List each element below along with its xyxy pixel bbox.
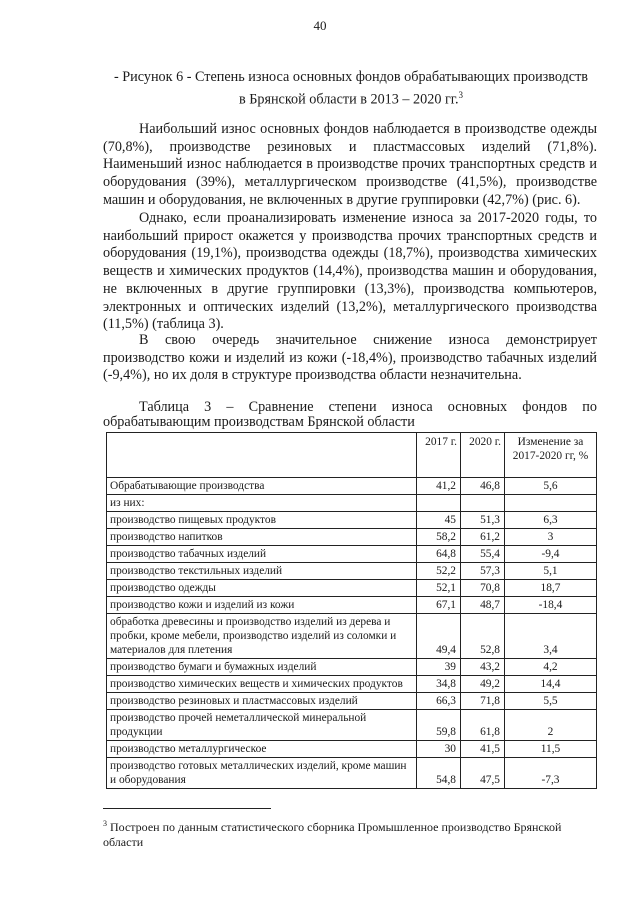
row-name-cell: производство прочей неметаллической минеральной продукции bbox=[107, 710, 417, 741]
row-2020-cell: 55,4 bbox=[461, 546, 505, 563]
row-change-cell: 4,2 bbox=[505, 659, 597, 676]
row-name-cell: производство металлургическое bbox=[107, 741, 417, 758]
header-cell-2017: 2017 г. bbox=[417, 433, 461, 478]
footnote-divider bbox=[103, 808, 271, 809]
table-row bbox=[107, 741, 597, 758]
row-2017-cell: 64,8 bbox=[417, 546, 461, 563]
row-2017-cell: 67,1 bbox=[417, 597, 461, 614]
table-row bbox=[107, 710, 597, 741]
footnote-text: Построен по данным статистического сборника Промышленное производство Брянской области bbox=[103, 820, 562, 849]
row-change-cell: 2 bbox=[505, 710, 597, 741]
footnote-marker: 3 bbox=[103, 819, 107, 828]
row-change-cell: -18,4 bbox=[505, 597, 597, 614]
table-row bbox=[107, 659, 597, 676]
row-change-cell: 14,4 bbox=[505, 676, 597, 693]
table-row bbox=[107, 563, 597, 580]
row-2020-cell: 49,2 bbox=[461, 676, 505, 693]
figure-footnote-ref: 3 bbox=[458, 90, 464, 100]
header-cell-2020: 2020 г. bbox=[461, 433, 505, 478]
row-2020-cell: 48,7 bbox=[461, 597, 505, 614]
header-cell-name bbox=[107, 433, 417, 478]
table-row bbox=[107, 546, 597, 563]
row-change-cell: 5,1 bbox=[505, 563, 597, 580]
figure-caption-line2-wrap bbox=[96, 86, 606, 109]
row-2017-cell: 39 bbox=[417, 659, 461, 676]
row-name-cell: производство химических веществ и химических продуктов bbox=[107, 676, 417, 693]
row-name-cell: производство бумаги и бумажных изделий bbox=[107, 659, 417, 676]
row-name-cell: производство пищевых продуктов bbox=[107, 512, 417, 529]
row-change-cell: 5,6 bbox=[505, 478, 597, 495]
row-2020-cell: 51,3 bbox=[461, 512, 505, 529]
row-2020-cell: 43,2 bbox=[461, 659, 505, 676]
row-2020-cell: 61,8 bbox=[461, 710, 505, 741]
table-row bbox=[107, 597, 597, 614]
row-2020-cell bbox=[461, 495, 505, 512]
figure-caption-line2: в Брянской области в 2013 – 2020 гг. bbox=[238, 91, 459, 108]
figure-caption-line1: - Рисунок 6 - Степень износа основных фондов обрабатывающих производств bbox=[114, 69, 588, 85]
table-row bbox=[107, 495, 597, 512]
depreciation-table bbox=[106, 432, 597, 789]
table-title: Таблица 3 – Сравнение степени износа основных фондов по обрабатывающим производствам Брянской области bbox=[103, 399, 597, 430]
row-2020-cell: 70,8 bbox=[461, 580, 505, 597]
row-change-cell: 11,5 bbox=[505, 741, 597, 758]
table-row bbox=[107, 676, 597, 693]
table-row bbox=[107, 614, 597, 659]
row-name-cell: производство табачных изделий bbox=[107, 546, 417, 563]
figure-caption bbox=[96, 68, 606, 109]
row-change-cell: -9,4 bbox=[505, 546, 597, 563]
paragraph-3: В свою очередь значительное снижение износа демонстрирует производство кожи и изделий из кожи (-18,4%), производство табачных изделий (-9,4%), но их доля в структуре производства области незначительна. bbox=[103, 332, 597, 384]
row-name-cell: производство текстильных изделий bbox=[107, 563, 417, 580]
table-header-row bbox=[107, 433, 597, 478]
paragraph-1: Наибольший износ основных фондов наблюдается в производстве одежды (70,8%), производстве резиновых и пластмассовых изделий (71,8%). Наименьший износ наблюдается в производстве прочих транспортных средств и оборудования (39%), металлургическом производстве (41,5%), производстве машин и оборудования, не включенных в другие группировки (42,7%) (рис. 6). bbox=[103, 121, 597, 208]
row-2017-cell: 45 bbox=[417, 512, 461, 529]
header-cell-change: Изменение за 2017-2020 гг, % bbox=[505, 433, 597, 478]
table-row bbox=[107, 693, 597, 710]
row-name-cell: Обрабатывающие производства bbox=[107, 478, 417, 495]
row-2020-cell: 46,8 bbox=[461, 478, 505, 495]
row-2017-cell: 34,8 bbox=[417, 676, 461, 693]
row-change-cell: 3,4 bbox=[505, 614, 597, 659]
row-name-cell: производство резиновых и пластмассовых изделий bbox=[107, 693, 417, 710]
row-2017-cell: 49,4 bbox=[417, 614, 461, 659]
row-2017-cell: 59,8 bbox=[417, 710, 461, 741]
row-change-cell: -7,3 bbox=[505, 758, 597, 789]
row-2020-cell: 57,3 bbox=[461, 563, 505, 580]
row-2020-cell: 61,2 bbox=[461, 529, 505, 546]
row-2017-cell bbox=[417, 495, 461, 512]
row-2017-cell: 52,1 bbox=[417, 580, 461, 597]
row-2017-cell: 52,2 bbox=[417, 563, 461, 580]
table-row bbox=[107, 580, 597, 597]
row-2017-cell: 41,2 bbox=[417, 478, 461, 495]
page-number: 40 bbox=[313, 18, 327, 33]
row-2020-cell: 71,8 bbox=[461, 693, 505, 710]
table-row bbox=[107, 478, 597, 495]
row-2020-cell: 41,5 bbox=[461, 741, 505, 758]
table-row bbox=[107, 529, 597, 546]
row-2017-cell: 30 bbox=[417, 741, 461, 758]
row-change-cell: 3 bbox=[505, 529, 597, 546]
paragraph-2: Однако, если проанализировать изменение износа за 2017-2020 годы, то наибольший прирост окажется у производства прочих транспортных средств и оборудования (19,1%), производства одежды (18,7%), производства химических веществ и химических продуктов (14,4%), производства машин и оборудования, не включенных в другие группировки (13,3%), производства компьютеров, электронных и оптических изделий (13,2%), металлургического производства (11,5%) (таблица 3). bbox=[103, 210, 597, 333]
row-2017-cell: 66,3 bbox=[417, 693, 461, 710]
row-name-cell: обработка древесины и производство изделий из дерева и пробки, кроме мебели, производство изделий из соломки и материалов для плетения bbox=[107, 614, 417, 659]
footnote bbox=[103, 816, 597, 850]
row-name-cell: из них: bbox=[107, 495, 417, 512]
row-change-cell: 5,5 bbox=[505, 693, 597, 710]
row-2020-cell: 47,5 bbox=[461, 758, 505, 789]
row-name-cell: производство напитков bbox=[107, 529, 417, 546]
row-name-cell: производство готовых металлических изделий, кроме машин и оборудования bbox=[107, 758, 417, 789]
row-change-cell bbox=[505, 495, 597, 512]
table-row bbox=[107, 512, 597, 529]
row-2020-cell: 52,8 bbox=[461, 614, 505, 659]
row-name-cell: производство одежды bbox=[107, 580, 417, 597]
table-body bbox=[107, 478, 597, 789]
table-row bbox=[107, 758, 597, 789]
row-name-cell: производство кожи и изделий из кожи bbox=[107, 597, 417, 614]
row-change-cell: 18,7 bbox=[505, 580, 597, 597]
row-2017-cell: 58,2 bbox=[417, 529, 461, 546]
row-2017-cell: 54,8 bbox=[417, 758, 461, 789]
row-change-cell: 6,3 bbox=[505, 512, 597, 529]
